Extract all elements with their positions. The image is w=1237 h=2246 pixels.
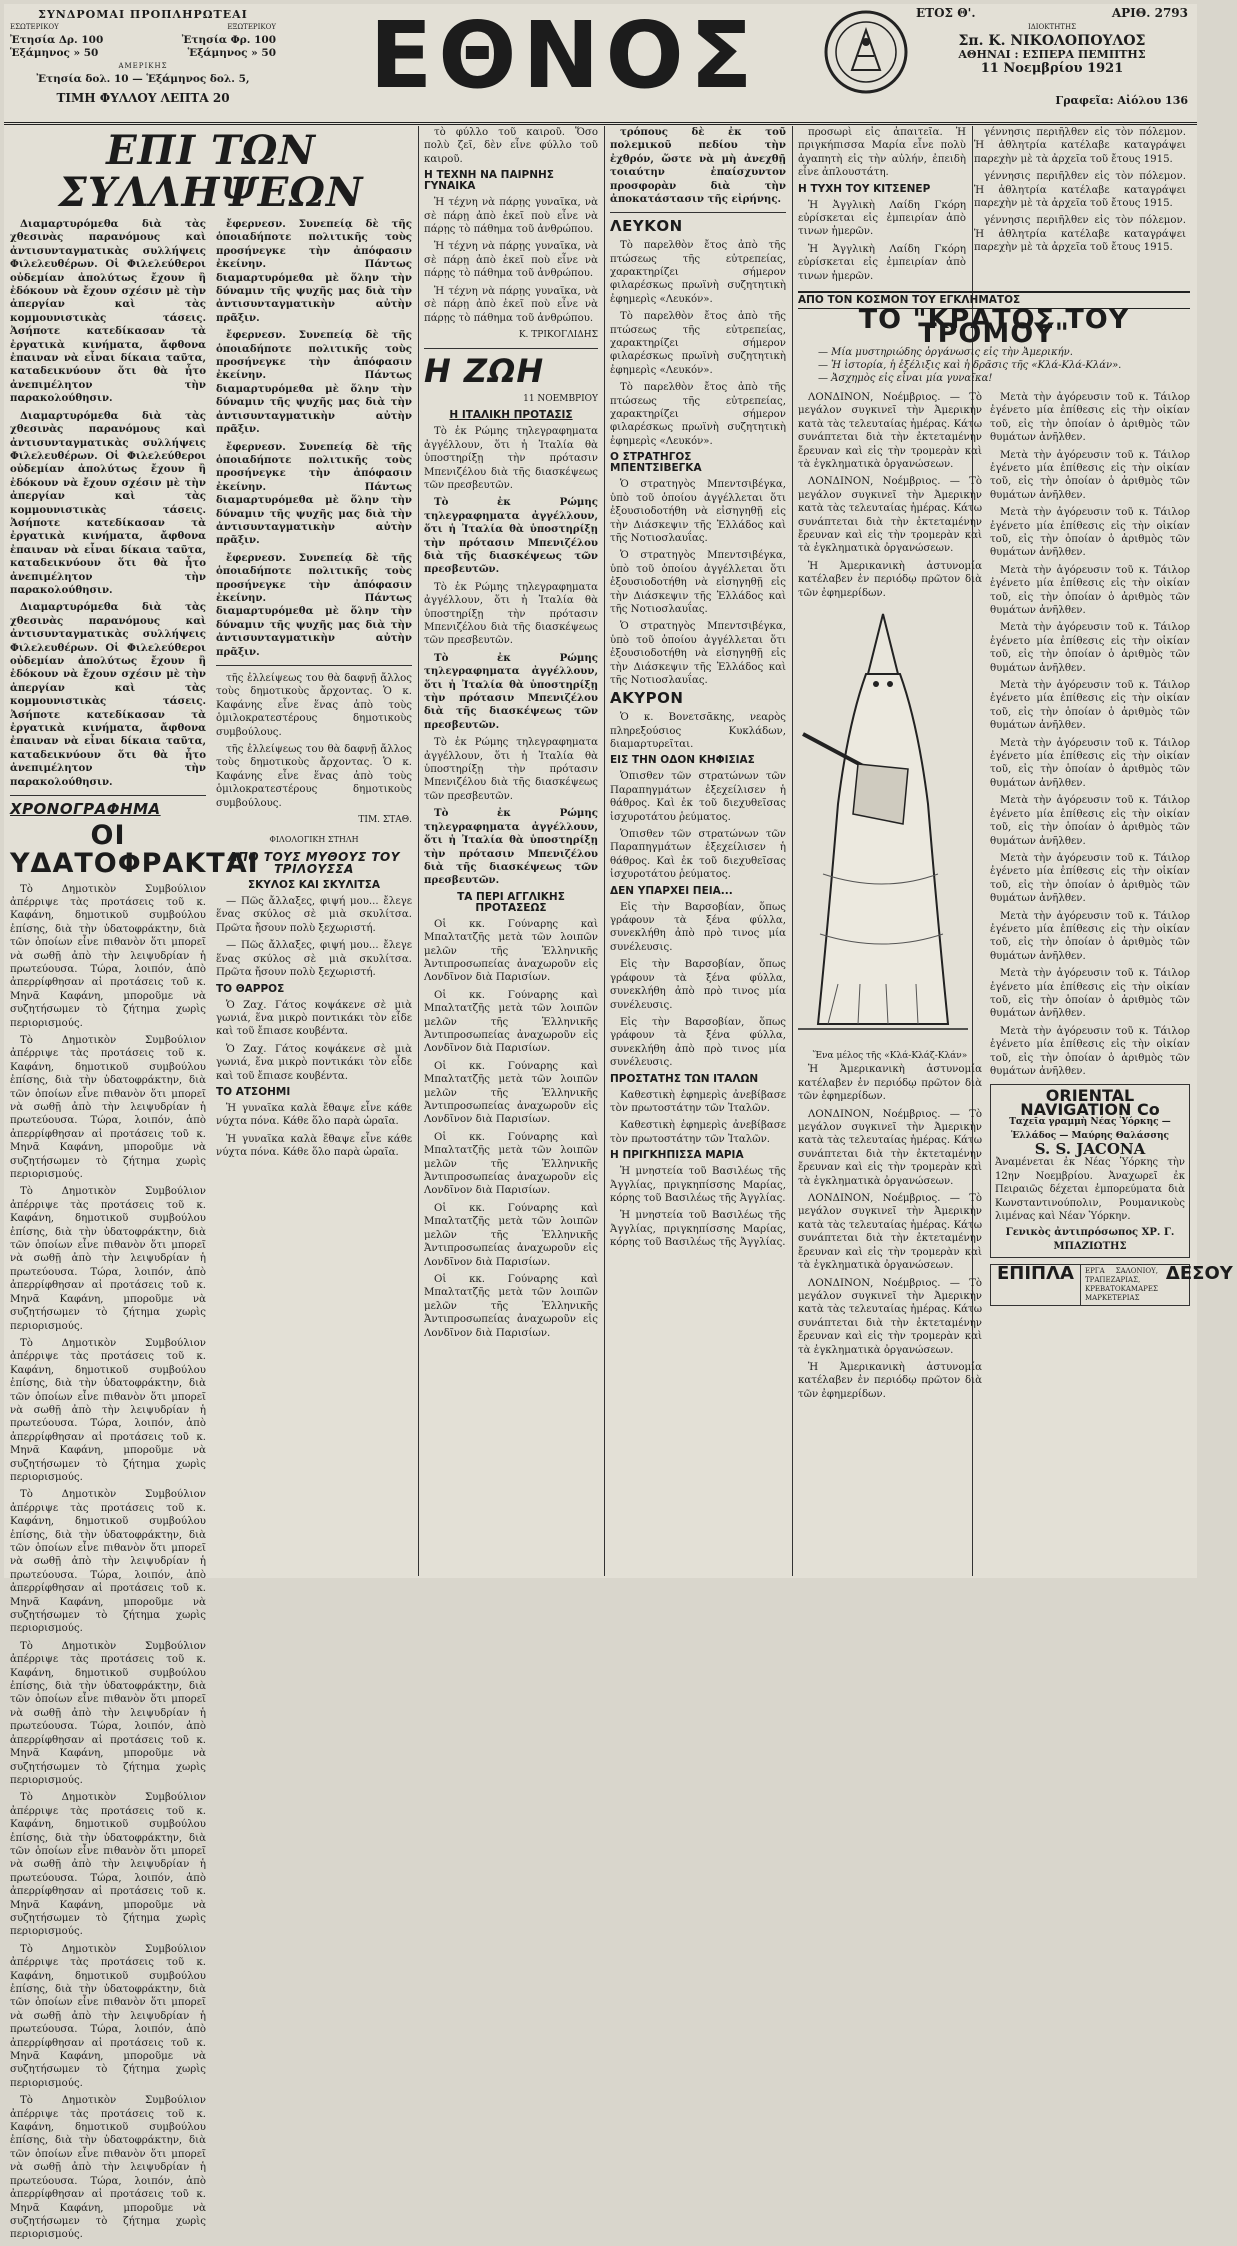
ad-company: ORIENTAL NAVIGATION Co [1020, 1086, 1160, 1119]
sub-row2-left: Ἑξάμηνος » 50 [10, 47, 99, 59]
ad-line: Ταχεῖα γραμμὴ Νέας Ὑόρκης — Ἑλλάδος — Μαύρης Θαλάσσης [1009, 1117, 1171, 1141]
chronicle-signature: ΤΙΜ. ΣΤΑΘ. [358, 815, 412, 826]
english-proposal-text: Οἱ κκ. Γούναρης καὶ Μπαλτατζῆς μετὰ τῶν λοιπῶν μελῶν τῆς Ἑλληνικῆς Ἀντιπροσωπείας ἀναχωροῦν εἰς Λονδῖνον διὰ Παρισίων. [424, 1131, 598, 1197]
ad-ship: S. S. JACONA [1034, 1140, 1146, 1159]
col6-text: Μετὰ τὴν ἀγόρευσιν τοῦ κ. Τάιλορ ἐγένετο μία ἐπίθεσις εἰς τὴν οἰκίαν τοῦ, εἰς τὴν ὁποίαν ὁ ἀριθμὸς τῶν θυμάτων ἀνῆλθεν. [990, 737, 1190, 789]
newspaper-title: ΕΘΝΟΣ [369, 2, 759, 109]
column-6-body [990, 391, 1233, 1405]
chronicle-continued: τῆς ἐλλείψεως του θὰ δαφνῇ ἄλλος τοὺς δημοτικοὺς ἄρχοντας. Ὁ κ. Καφάνης εἶνε ἕνας ἀπὸ τοὺς ὁμιλοκρατεστέρους δημοτικοὺς συμβούλους. [216, 673, 412, 738]
navigation-advertisement [990, 1084, 1190, 1258]
kratos-subline: — Ἡ ἱστορία, ἡ ἐξέλιξις καὶ ἡ δρᾶσις τῆς «Κλά-Κλά-Κλάν». [818, 359, 1122, 371]
chronicle-text: Τὸ Δημοτικὸν Συμβούλιον ἀπέρριψε τὰς προτάσεις τοῦ κ. Καφάνη, δημοτικοῦ συμβούλου ἐπίσης, διὰ τὴν ὑδατοφράκτην, διὰ τῶν ὁποίων εἶνε πιθανὸν ὅτι μπορεῖ νὰ σωθῇ ἀπὸ τὴν λειψυδρίαν ἡ πρωτεύουσα. Τώρα, λοιπόν, ἀπὸ ἀπερρίφθησαν αἱ προτάσεις τοῦ κ. Μηνᾶ Καφάνη, μποροῦμε νὰ συζητήσωμεν τὸ ζήτημα χωρὶς περιορισμούς. [10, 2095, 206, 2241]
col6-text: Μετὰ τὴν ἀγόρευσιν τοῦ κ. Τάιλορ ἐγένετο μία ἐπίθεσις εἰς τὴν οἰκίαν τοῦ, εἰς τὴν ὁποίαν ὁ ἀριθμὸς τῶν θυμάτων ἀνῆλθεν. [990, 968, 1190, 1020]
subscriptions-header: ΣΥΝΔΡΟΜΑΙ ΠΡΟΠΛΗΡΩΤΕΑΙ [38, 8, 248, 21]
kifisias-text: Ὁπισθεν τῶν στρατώνων τῶν Παραπηγμάτων ἐξεχείλισεν ἡ θάθρος. Καὶ ἐκ τοῦ διεχυθεῖσας ἰσχυροτάτου ῥεύματος. [610, 771, 786, 823]
chronicle-text: Τὸ Δημοτικὸν Συμβούλιον ἀπέρριψε τὰς προτάσεις τοῦ κ. Καφάνη, δημοτικοῦ συμβούλου ἐπίσης, διὰ τὴν ὑδατοφράκτην, διὰ τῶν ὁποίων εἶνε πιθανὸν ὅτι μπορεῖ νὰ σωθῇ ἀπὸ τὴν λειψυδρίαν ἡ πρωτεύουσα. Τώρα, λοιπόν, ἀπὸ ἀπερρίφθησαν αἱ προτάσεις τοῦ κ. Μηνᾶ Καφάνη, μποροῦμε νὰ συζητήσωμεν τὸ ζήτημα χωρὶς περιορισμούς. [10, 1943, 206, 2089]
english-proposal-text: Οἱ κκ. Γούναρης καὶ Μπαλτατζῆς μετὰ τῶν λοιπῶν μελῶν τῆς Ἑλληνικῆς Ἀντιπροσωπείας ἀναχωροῦν εἰς Λονδῖνον διὰ Παρισίων. [424, 1202, 598, 1268]
col6-text: Μετὰ τὴν ἀγόρευσιν τοῦ κ. Τάιλορ ἐγένετο μία ἐπίθεσις εἰς τὴν οἰκίαν τοῦ, εἰς τὴν ὁποίαν ὁ ἀριθμὸς τῶν θυμάτων ἀνῆλθεν. [990, 507, 1190, 559]
lead-article-column [10, 126, 412, 2241]
owner-name: Σπ. Κ. ΝΙΚΟΛΟΠΟΥΛΟΣ [958, 33, 1146, 49]
english-proposal-heading: ΤΑ ΠΕΡΙ ΑΓΓΛΙΚΗΣ ΠΡΟΤΑΣΕΩΣ [457, 890, 565, 914]
princess-text: Ἡ μνηστεία τοῦ Βασιλέως τῆς Ἀγγλίας, πριγκηπίσσης Μαρίας, κόρης τοῦ Βασιλέως τῆς Ἀγγλίας. [610, 1166, 786, 1204]
chronicle-text: Τὸ Δημοτικὸν Συμβούλιον ἀπέρριψε τὰς προτάσεις τοῦ κ. Καφάνη, δημοτικοῦ συμβούλου ἐπίσης, διὰ τὴν ὑδατοφράκτην, διὰ τῶν ὁποίων εἶνε πιθανὸν ὅτι μπορεῖ νὰ σωθῇ ἀπὸ τὴν λειψυδρίαν ἡ πρωτεύουσα. Τώρα, λοιπόν, ἀπὸ ἀπερρίφθησαν αἱ προτάσεις τοῦ κ. Μηνᾶ Καφάνη, μποροῦμε νὰ συζητήσωμεν τὸ ζήτημα χωρὶς περιορισμούς. [10, 1489, 206, 1635]
italian-proposal-text: Τὸ ἐκ Ρώμης τηλεγραφηματα ἀγγέλλουν, ὅτι ἡ Ἰταλία θὰ ὑποστηρίξῃ τὴν πρότασιν Μπενιζέλου διὰ τῆς διασκέψεως τῶν πρεσβευτῶν. [424, 426, 598, 491]
art-of-wife-text: Ἡ τέχνη νὰ πάρῃς γυναῖκα, νὰ σὲ πάρῃ ἀπὸ ἐκεῖ ποὺ εἶνε νὰ πάρῃς τὸ πάθημα τοῦ ἀνθρώπου. [424, 197, 598, 236]
art-of-wife-text: Ἡ τέχνη νὰ πάρῃς γυναῖκα, νὰ σὲ πάρῃ ἀπὸ ἐκεῖ ποὺ εἶνε νὰ πάρῃς τὸ πάθημα τοῦ ἀνθρώπου. [424, 285, 598, 324]
col6-top-text: γέννησις περιῆλθεν εἰς τὸν πόλεμον. Ἡ ἀθλητρία κατέλαβε καταγράψει παρεχὴν μὲ τὰ ἀρχεῖα τοῦ ἔτους 1915. [974, 171, 1186, 210]
illustration-caption: Ἕνα μέλος τῆς «Κλά-Κλάζ-Κλάν» [812, 1051, 968, 1061]
interior-label: ΕΣΩΤΕΡΙΚΟΥ [10, 23, 59, 31]
col6-text: Μετὰ τὴν ἀγόρευσιν τοῦ κ. Τάιλορ ἐγένετο μία ἐπίθεσις εἰς τὴν οἰκίαν τοῦ, εἰς τὴν ὁποίαν ὁ ἀριθμὸς τῶν θυμάτων ἀνῆλθεν. [990, 449, 1190, 501]
col6-text: Μετὰ τὴν ἀγόρευσιν τοῦ κ. Τάιλορ ἐγένετο μία ἐπίθεσις εἰς τὴν οἰκίαν τοῦ, εἰς τὴν ὁποίαν ὁ ἀριθμὸς τῶν θυμάτων ἀνῆλθεν. [990, 795, 1190, 847]
english-proposal-text: Οἱ κκ. Γούναρης καὶ Μπαλτατζῆς μετὰ τῶν λοιπῶν μελῶν τῆς Ἑλληνικῆς Ἀντιπροσωπείας ἀναχωροῦν εἰς Λονδῖνον διὰ Παρισίων. [424, 1273, 598, 1339]
italian-proposal-text: Τὸ ἐκ Ρώμης τηλεγραφηματα ἀγγέλλουν, ὅτι ἡ Ἰταλία θὰ ὑποστηρίξῃ τὴν πρότασιν Μπενιζέλου διὰ τῆς διασκέψεως τῶν πρεσβευτῶν. [424, 581, 598, 647]
kratos-text: Ἡ Ἀμερικανικὴ ἀστυνομία κατέλαβεν ἐν περιόδῳ πρῶτον διὰ τῶν ἐφημερίδων. [798, 560, 982, 599]
english-proposal-text: Οἱ κκ. Γούναρης καὶ Μπαλτατζῆς μετὰ τῶν λοιπῶν μελῶν τῆς Ἑλληνικῆς Ἀντιπροσωπείας ἀναχωροῦν εἰς Λονδῖνον διὰ Παρισίων. [424, 989, 598, 1055]
literary-text: — Πῶς ἄλλαξες, φιψή μου... ἔλεγε ἕνας σκύλος σὲ μιὰ σκυλίτσα. Πρῶτα ἤσουν πολὺ ξεχωριστή. [216, 896, 412, 934]
kratos-text: Ἡ Ἀμερικανικὴ ἀστυνομία κατέλαβεν ἐν περιόδῳ πρῶτον διὰ τῶν ἐφημερίδων. [798, 1064, 982, 1103]
america-label: ΑΜΕΡΙΚΗΣ [118, 62, 168, 70]
no-more-text: Εἰς τὴν Βαρσοβίαν, ὅπως γράφουν τὰ ξένα φύλλα, συνεκλήθη ἀπὸ πρὸ τινος μία συνέλευσις. [610, 959, 786, 1011]
col6-text: Μετὰ τὴν ἀγόρευσιν τοῦ κ. Τάιλορ ἐγένετο μία ἐπίθεσις εἰς τὴν οἰκίαν τοῦ, εἰς τὴν ὁποίαν ὁ ἀριθμὸς τῶν θυμάτων ἀνῆλθεν. [990, 1025, 1190, 1077]
lefkon-text: Τὸ παρελθὸν ἔτος ἀπὸ τῆς πτώσεως τῆς εὐτρεπείας, χαρακτηρίζει σήμερον φιλαρέσκως πρωϊνὴ συζητητικὴ ἐφημερὶς «Λευκόν». [610, 311, 786, 376]
literary-kicker: ΦΙΛΟΛΟΓΙΚΗ ΣΤΗΛΗ [269, 835, 359, 845]
kratos-text: ΛΟΝΔΙΝΟΝ, Νοέμβριος. — Τὸ μεγάλον συγκινεῖ τὴν Ἀμερικὴν κατὰ τὰς τελευταίας ἡμέρας. Κάτω συνάπτεται διὰ τὴν ἐκτεταμένην ἔρευναν καὶ εἰς τὴν τρομερὰν καὶ τὰ ἐγκληματικὰ ὀργανώσεων. [798, 1193, 982, 1272]
english-proposal-text: Οἱ κκ. Γούναρης καὶ Μπαλτατζῆς μετὰ τῶν λοιπῶν μελῶν τῆς Ἑλληνικῆς Ἀντιπροσωπείας ἀναχωροῦν εἰς Λονδῖνον διὰ Παρισίων. [424, 1060, 598, 1126]
column-4 [610, 126, 786, 1576]
furniture-ad-right: ΔΕΣΟΥ [1165, 1263, 1233, 1285]
issue-year: ΕΤΟΣ Θ'. [916, 6, 976, 20]
col6-text: Μετὰ τὴν ἀγόρευσιν τοῦ κ. Τάιλορ ἐγένετο μία ἐπίθεσις εἰς τὴν οἰκίαν τοῦ, εἰς τὴν ὁποίαν ὁ ἀριθμὸς τῶν θυμάτων ἀνῆλθεν. [990, 910, 1190, 962]
lead-article-continued: ἔφερνεσν. Συνεπείᾳ δὲ τῆς ὁποιαδήποτε πολιτικῆς τοὺς προσήνεγκε τὴν ἀπόφασιν ἐκείνην. Πάντως διαμαρτυρόμεθα μὲ ὅλην τὴν δύναμιν τῆς ψυχῆς μας διὰ τὴν ἀντισυνταγματικὴν αὐτὴν πρᾶξιν. [216, 551, 412, 658]
general-text: Ὁ στρατηγὸς Μπεντσιβέγκα, ὑπὸ τοῦ ὁποίου ἀγγέλλεται ὅτι ἐξουσιοδοτήθη νὰ εἰσηγηθῇ εἰς τὴν Διάσκεψιν τῆς Ἑλλάδος καὶ τῆς Νοτιοσλαυΐας. [610, 479, 786, 544]
col6-text: Μετὰ τὴν ἀγόρευσιν τοῦ κ. Τάιλορ ἐγένετο μία ἐπίθεσις εἰς τὴν οἰκίαν τοῦ, εἰς τὴν ὁποίαν ὁ ἀριθμὸς τῶν θυμάτων ἀνῆλθεν. [990, 680, 1190, 732]
exterior-label: ΕΞΩΤΕΡΙΚΟΥ [227, 23, 276, 31]
akyron-heading: ΑΚΥΡΟΝ [610, 689, 684, 708]
general-heading: Ο ΣΤΡΑΤΗΓΟΣ ΜΠΕΝΤΣΙΒΕΓΚΑ [610, 451, 702, 475]
italian-proposal-text: Τὸ ἐκ Ρώμης τηλεγραφηματα ἀγγέλλουν, ὅτι ἡ Ἰταλία θὰ ὑποστηρίξῃ τὴν πρότασιν Μπενιζέλου διὰ τῆς διασκέψεως τῶν πρεσβευτῶν. [424, 496, 598, 576]
no-more-text: Εἰς τὴν Βαρσοβίαν, ὅπως γράφουν τὰ ξένα φύλλα, συνεκλήθη ἀπὸ πρὸ τινος μία συνέλευσις. [610, 901, 786, 953]
kratos-text: Ἡ Ἀμερικανικὴ ἀστυνομία κατέλαβεν ἐν περιόδῳ πρῶτον διὰ τῶν ἐφημερίδων. [798, 1361, 982, 1400]
kratos-text: ΛΟΝΔΙΝΟΝ, Νοέμβριος. — Τὸ μεγάλον συγκινεῖ τὴν Ἀμερικὴν κατὰ τὰς τελευταίας ἡμέρας. Κάτω συνάπτεται διὰ τὴν ἐκτεταμένην ἔρευναν καὶ εἰς τὴν τρομερὰν καὶ τὰ ἐγκληματικὰ ὀργανώσεων. [798, 391, 982, 470]
lead-headline: ΕΠΙ ΤΩΝ ΣΥΛΛΗΨΕΩΝ [58, 127, 364, 216]
kratos-subline: — Μία μυστηριώδης ὀργάνωσις εἰς τὴν Ἀμερικήν. [818, 346, 1073, 358]
lead-article-text: Διαμαρτυρόμεθα διὰ τὰς χθεσινὰς παρανόμους καὶ ἀντισυνταγματικὰς συλλήψεις Φιλελευθέρων. Οἱ Φιλελεύθεροι οὐδεμίαν ἀπολύτως ἔχουν ἢ ἐδόκουν νὰ ἔχουν σχέσιν μὲ τὴν ἀπεργίαν καὶ τὰς κομμουνιστικὰς τάσεις. Ἀσήποτε κατεδίκασαν τὰ ἐργατικὰ κινήματα, ἄφθονα ἐπαιναν νὰ εἶναι δίκαια ταῦτα, καταδεικνύουν ὅτι θὰ ἦτο ἀνεπιμέλητον τὴν παρακολούθησιν. [10, 601, 206, 788]
kratos-article-area [798, 126, 1233, 1576]
issue-date: 11 Νοεμβρίου 1921 [980, 61, 1124, 76]
col6-text: Μετὰ τὴν ἀγόρευσιν τοῦ κ. Τάιλορ ἐγένετο μία ἐπίθεσις εἰς τὴν οἰκίαν τοῦ, εἰς τὴν ὁποίαν ὁ ἀριθμὸς τῶν θυμάτων ἀνῆλθεν. [990, 852, 1190, 905]
lefkon-text: Τὸ παρελθὸν ἔτος ἀπὸ τῆς πτώσεως τῆς εὐτρεπείας, χαρακτηρίζει σήμερον φιλαρέσκως πρωϊνὴ συζητητικὴ ἐφημερὶς «Λευκόν». [610, 240, 786, 305]
furniture-ad-mid: ΕΡΓΑ ΣΑΛΟΝΙΟΥ, ΤΡΑΠΕΖΑΡΙΑΣ, ΚΡΕΒΑΤΟΚΑΜΑΡΕΣ ΜΑΡΚΕΤΕΡΙΑΣ [1084, 1267, 1158, 1303]
sub-row1-left: Ἐτησία Δρ. 100 [10, 34, 104, 46]
column-rule [604, 126, 605, 1576]
kratos-sublines [798, 346, 1190, 385]
art-of-wife-text: Ἡ τέχνη νὰ πάρῃς γυναῖκα, νὰ σὲ πάρῃ ἀπὸ ἐκεῖ ποὺ εἶνε νὰ πάρῃς τὸ πάθημα τοῦ ἀνθρώπου. [424, 241, 598, 280]
chronicle-text: Τὸ Δημοτικὸν Συμβούλιον ἀπέρριψε τὰς προτάσεις τοῦ κ. Καφάνη, δημοτικοῦ συμβούλου ἐπίσης, διὰ τὴν ὑδατοφράκτην, διὰ τῶν ὁποίων εἶνε πιθανὸν ὅτι μπορεῖ νὰ σωθῇ ἀπὸ τὴν λειψυδρίαν ἡ πρωτεύουσα. Τώρα, λοιπόν, ἀπὸ ἀπερρίφθησαν αἱ προτάσεις τοῦ κ. Μηνᾶ Καφάνη, μποροῦμε νὰ συζητήσωμεν τὸ ζήτημα χωρὶς περιορισμούς. [10, 1337, 206, 1483]
kitchener-text: Ἡ Ἀγγλικὴ Λαίδη Γκόρη εὐρίσκεται εἰς ἐμπειρίαν ἀπὸ τινων ἡμερῶν. [798, 199, 966, 238]
akyron-text: Ὁ κ. Βονετσᾶκης, νεαρὸς πληρεξούσιος Κυκλάδων, διαμαρτυρεῖται. [610, 712, 786, 750]
edition-line: ΑΘΗΝΑΙ : ΕΣΠΕΡΑ ΠΕΜΠΤΗΣ [958, 48, 1146, 61]
protector-heading: ΠΡΟΣΤΑΤΗΣ ΤΩΝ ΙΤΑΛΩΝ [610, 1072, 759, 1085]
masthead [4, 4, 1197, 125]
col6-text: Μετὰ τὴν ἀγόρευσιν τοῦ κ. Τάιλορ ἐγένετο μία ἐπίθεσις εἰς τὴν οἰκίαν τοῦ, εἰς τὴν ὁποίαν ὁ ἀριθμὸς τῶν θυμάτων ἀνῆλθεν. [990, 622, 1190, 674]
kifisias-heading: ΕΙΣ ΤΗΝ ΟΔΟΝ ΚΗΦΙΣΙΑΣ [610, 754, 755, 767]
kratos-text: ΛΟΝΔΙΝΟΝ, Νοέμβριος. — Τὸ μεγάλον συγκινεῖ τὴν Ἀμερικὴν κατὰ τὰς τελευταίας ἡμέρας. Κάτω συνάπτεται διὰ τὴν ἐκτεταμένην ἔρευναν καὶ εἰς τὴν τρομερὰν καὶ τὰ ἐγκληματικὰ ὀργανώσεων. [798, 1277, 982, 1356]
chronicle-text: Τὸ Δημοτικὸν Συμβούλιον ἀπέρριψε τὰς προτάσεις τοῦ κ. Καφάνη, δημοτικοῦ συμβούλου ἐπίσης, διὰ τὴν ὑδατοφράκτην, διὰ τῶν ὁποίων εἶνε πιθανὸν ὅτι μπορεῖ νὰ σωθῇ ἀπὸ τὴν λειψυδρίαν ἡ πρωτεύουσα. Τώρα, λοιπόν, ἀπὸ ἀπερρίφθησαν αἱ προτάσεις τοῦ κ. Μηνᾶ Καφάνη, μποροῦμε νὰ συζητήσωμεν τὸ ζήτημα χωρὶς περιορισμούς. [10, 1186, 206, 1332]
chronicle-text: Τὸ Δημοτικὸν Συμβούλιον ἀπέρριψε τὰς προτάσεις τοῦ κ. Καφάνη, δημοτικοῦ συμβούλου ἐπίσης, διὰ τὴν ὑδατοφράκτην, διὰ τῶν ὁποίων εἶνε πιθανὸν ὅτι μπορεῖ νὰ σωθῇ ἀπὸ τὴν λειψυδρίαν ἡ πρωτεύουσα. Τώρα, λοιπόν, ἀπὸ ἀπερρίφθησαν αἱ προτάσεις τοῦ κ. Μηνᾶ Καφάνη, μποροῦμε νὰ συζητήσωμεν τὸ ζήτημα χωρὶς περιορισμούς. [10, 1640, 206, 1786]
column-5-top [798, 126, 966, 287]
princess-heading: Η ΠΡΙΓΚΗΠΙΣΣΑ ΜΑΡΙΑ [610, 1149, 744, 1162]
italian-proposal-text: Τὸ ἐκ Ρώμης τηλεγραφηματα ἀγγέλλουν, ὅτι ἡ Ἰταλία θὰ ὑποστηρίξῃ τὴν πρότασιν Μπενιζέλου διὰ τῆς διασκέψεως τῶν πρεσβευτῶν. [424, 737, 598, 802]
issue-info [916, 6, 1188, 108]
kratos-text: ΛΟΝΔΙΝΟΝ, Νοέμβριος. — Τὸ μεγάλον συγκινεῖ τὴν Ἀμερικὴν κατὰ τὰς τελευταίας ἡμέρας. Κάτω συνάπτεται διὰ τὴν ἐκτεταμένην ἔρευναν καὶ εἰς τὴν τρομερὰν καὶ τὰ ἐγκληματικὰ ὀργανώσεων. [798, 1108, 982, 1187]
italian-proposal-heading: Η ΙΤΑΛΙΚΗ ΠΡΟΤΑΣΙΣ [449, 409, 573, 422]
seal-emblem-icon [822, 8, 910, 96]
kratos-subline: — Ἀσχημὸς εἰς εἶναι μία γυναῖκα! [818, 372, 993, 384]
italian-proposal-text: Τὸ ἐκ Ρώμης τηλεγραφηματα ἀγγέλλουν, ὅτι ἡ Ἰταλία θὰ ὑποστηρίξῃ τὴν πρότασιν Μπενιζέλου διὰ τῆς διασκέψεως τῶν πρεσβευτῶν. [424, 807, 598, 887]
courage-text: Ὁ Ζαχ. Γάτος κοψάκενε σὲ μιὰ γωνιά, ἕνα μικρὸ ποντικάκι τὸν εἶδε καὶ τοῦ ἔπιασε κουβέντα. [216, 999, 412, 1038]
general-text: Ὁ στρατηγὸς Μπεντσιβέγκα, ὑπὸ τοῦ ὁποίου ἀγγέλλεται ὅτι ἐξουσιοδοτήθη νὰ εἰσηγηθῇ εἰς τὴν Διάσκεψιν τῆς Ἑλλάδος καὶ τῆς Νοτιοσλαυΐας. [610, 621, 786, 686]
col6-top-text: γέννησις περιῆλθεν εἰς τὸν πόλεμον. Ἡ ἀθλητρία κατέλαβε καταγράψει παρεχὴν μὲ τὰ ἀρχεῖα τοῦ ἔτους 1915. [974, 127, 1186, 165]
sub-row3: Ἐτησία δολ. 10 — Ἑξάμηνος δολ. 5, [36, 73, 250, 85]
lead-article-text: Διαμαρτυρόμεθα διὰ τὰς χθεσινὰς παρανόμους καὶ ἀντισυνταγματικὰς συλλήψεις Φιλελευθέρων. Οἱ Φιλελεύθεροι οὐδεμίαν ἀπολύτως ἔχουν ἢ ἐδόκουν νὰ ἔχουν σχέσιν μὲ τὴν ἀπεργίαν καὶ τὰς κομμουνιστικὰς τάσεις. Ἀσήποτε κατεδίκασαν τὰ ἐργατικὰ κινήματα, ἄφθονα ἐπαιναν νὰ εἶναι δίκαια ταῦτα, καταδεικνύουν ὅτι θὰ ἦτο ἀνεπιμέλητον τὴν παρακολούθησιν. [10, 409, 206, 596]
lead-article-continued: ἔφερνεσν. Συνεπείᾳ δὲ τῆς ὁποιαδήποτε πολιτικῆς τοὺς προσήνεγκε τὴν ἀπόφασιν ἐκείνην. Πάντως διαμαρτυρόμεθα μὲ ὅλην τὴν δύναμιν τῆς ψυχῆς μας διὰ τὴν ἀντισυνταγματικὴν αὐτὴν πρᾶξιν. [216, 218, 412, 324]
col6-top-text: γέννησις περιῆλθεν εἰς τὸν πόλεμον. Ἡ ἀθλητρία κατέλαβε καταγράψει παρεχὴν μὲ τὰ ἀρχεῖα τοῦ ἔτους 1915. [974, 215, 1186, 254]
courage-heading: ΤΟ ΘΑΡΡΟΣ [216, 982, 285, 995]
chronicle-continued: τῆς ἐλλείψεως του θὰ δαφνῇ ἄλλος τοὺς δημοτικοὺς ἄρχοντας. Ὁ κ. Καφάνης εἶνε ἕνας ἀπὸ τοὺς ὁμιλοκρατεστέρους δημοτικοὺς συμβούλους. [216, 744, 412, 809]
chronicle-kicker: ΧΡΟΝΟΓΡΑΦΗΜΑ [10, 800, 161, 819]
issue-number: ΑΡΙΘ. 2793 [1111, 6, 1188, 20]
life-date: 11 ΝΟΕΜΒΡΙΟΥ [523, 393, 598, 404]
issue-price: ΤΙΜΗ ΦΥΛΛΟΥ ΛΕΠΤΑ 20 [56, 91, 230, 105]
col6-text: Μετὰ τὴν ἀγόρευσιν τοῦ κ. Τάιλορ ἐγένετο μία ἐπίθεσις εἰς τὴν οἰκίαν τοῦ, εἰς τὴν ὁποίαν ὁ ἀριθμὸς τῶν θυμάτων ἀνῆλθεν. [990, 391, 1190, 444]
chronicle-headline: ΟΙ ΥΔΑΤΟΦΡΑΚΤΑΙ [10, 819, 259, 880]
lead-article-continued: ἔφερνεσν. Συνεπείᾳ δὲ τῆς ὁποιαδήποτε πολιτικῆς τοὺς προσήνεγκε τὴν ἀπόφασιν ἐκείνην. Πάντως διαμαρτυρόμεθα μὲ ὅλην τὴν δύναμιν τῆς ψυχῆς μας διὰ τὴν ἀντισυνταγματικὴν αὐτὴν πρᾶξιν. [216, 440, 412, 547]
art-of-wife-heading: Η ΤΕΧΝΗ ΝΑ ΠΑΙΡΝΗΣ ΓΥΝΑΙΚΑ [424, 169, 554, 193]
crime-kicker: ΑΠΟ ΤΟΝ ΚΟΣΜΟΝ ΤΟΥ ΕΓΚΛΗΜΑΤΟΣ [798, 291, 1190, 309]
general-text: Ὁ στρατηγὸς Μπεντσιβέγκα, ὑπὸ τοῦ ὁποίου ἀγγέλλεται ὅτι ἐξουσιοδοτήθη νὰ εἰσηγηθῇ εἰς τὴν Διάσκεψιν τῆς Ἑλλάδος καὶ τῆς Νοτιοσλαυΐας. [610, 550, 786, 615]
lead-article-right [216, 218, 412, 2246]
protector-text: Καθεστικὴ ἐφημερὶς ἀνεβίβασε τὸν πρωτοστάτην τῶν Ἰταλῶν. [610, 1120, 786, 1145]
italian-proposal-text: Τὸ ἐκ Ρώμης τηλεγραφηματα ἀγγέλλουν, ὅτι ἡ Ἰταλία θὰ ὑποστηρίξῃ τὴν πρότασιν Μπενιζέλου διὰ τῆς διασκέψεως τῶν πρεσβευτῶν. [424, 651, 598, 731]
column-rule [792, 126, 793, 1576]
sub-row1-right: Ἐτησία Φρ. 100 [181, 34, 276, 46]
col6-text: Μετὰ τὴν ἀγόρευσιν τοῦ κ. Τάιλορ ἐγένετο μία ἐπίθεσις εἰς τὴν οἰκίαν τοῦ, εἰς τὴν ὁποίαν ὁ ἀριθμὸς τῶν θυμάτων ἀνῆλθεν. [990, 564, 1190, 616]
chronicle-text: Τὸ Δημοτικὸν Συμβούλιον ἀπέρριψε τὰς προτάσεις τοῦ κ. Καφάνη, δημοτικοῦ συμβούλου ἐπίσης, διὰ τὴν ὑδατοφράκτην, διὰ τῶν ὁποίων εἶνε πιθανὸν ὅτι μπορεῖ νὰ σωθῇ ἀπὸ τὴν λειψυδρίαν ἡ πρωτεύουσα. Τώρα, λοιπόν, ἀπὸ ἀπερρίφθησαν αἱ προτάσεις τοῦ κ. Μηνᾶ Καφάνη, μποροῦμε νὰ συζητήσωμεν τὸ ζήτημα χωρὶς περιορισμούς. [10, 883, 206, 1029]
chronicle-text: Τὸ Δημοτικὸν Συμβούλιον ἀπέρριψε τὰς προτάσεις τοῦ κ. Καφάνη, δημοτικοῦ συμβούλου ἐπίσης, διὰ τὴν ὑδατοφράκτην, διὰ τῶν ὁποίων εἶνε πιθανὸν ὅτι μπορεῖ νὰ σωθῇ ἀπὸ τὴν λειψυδρίαν ἡ πρωτεύουσα. Τώρα, λοιπόν, ἀπὸ ἀπερρίφθησαν αἱ προτάσεις τοῦ κ. Μηνᾶ Καφάνη, μποροῦμε νὰ συζητήσωμεν τὸ ζήτημα χωρὶς περιορισμούς. [10, 1034, 206, 1181]
lead-article-text: Διαμαρτυρόμεθα διὰ τὰς χθεσινὰς παρανόμους καὶ ἀντισυνταγματικὰς συλλήψεις Φιλελευθέρων. Οἱ Φιλελεύθεροι οὐδεμίαν ἀπολύτως ἔχουν ἢ ἐδόκουν νὰ ἔχουν σχέσιν μὲ τὴν ἀπεργίαν καὶ τὰς κομμουνιστικὰς τάσεις. Ἀσήποτε κατεδίκασαν τὰ ἐργατικὰ κινήματα, ἄφθονα ἐπαιναν νὰ εἶναι δίκαια ταῦτα, καταδεικνύουν ὅτι θὰ ἦτο ἀνεπιμέλητον τὴν παρακολούθησιν. [10, 218, 206, 405]
atsoimi-heading: ΤΟ ΑΤΣΟΗΜΙ [216, 1085, 291, 1098]
no-more-heading: ΔΕΝ ΥΠΑΡΧΕΙ ΠΕΙΑ... [610, 884, 733, 897]
ad-text: Ἀναμένεται ἐκ Νέας Ὑόρκης τὴν 12ην Νοεμβρίου. Ἀναχωρεῖ ἐκ Πειραιῶς δέχεται ἐμπορεύματα διὰ Κωνσταντινούπολιν, Ρουμανικοὺς λιμένας καὶ Νέαν Ὑόρκην. [995, 1157, 1185, 1223]
furniture-advertisement [990, 1263, 1233, 1306]
furniture-ad-left: ΕΠΙΠΛΑ [991, 1265, 1081, 1305]
col4-top-text: τρόπους δὲ ἐκ τοῦ πολεμικοῦ πεδίου τὴν ἐχθρόν, ὥστε νὰ μὴ ἀνεχθῇ τοιαύτην ἐπαίσχυντον προσφορὰν διὰ τὴν ἀποκατάστασιν τῆς εἰρήνης. [610, 126, 786, 206]
column-3 [424, 126, 598, 1576]
art-of-wife-signature: Κ. ΤΡΙΚΟΓΛΙΔΗΣ [518, 329, 598, 340]
ad-agent: Γενικὸς ἀντιπρόσωπος ΧΡ. Γ. ΜΠΑΖΙΩΤΗΣ [1005, 1227, 1175, 1252]
courage-text: Ὁ Ζαχ. Γάτος κοψάκενε σὲ μιὰ γωνιά, ἕνα μικρὸ ποντικάκι τὸν εἶδε καὶ τοῦ ἔπιασε κουβέντα. [216, 1043, 412, 1082]
life-headline: Η ΖΩΗ [424, 352, 545, 391]
english-proposal-text: Οἱ κκ. Γούναρης καὶ Μπαλτατζῆς μετὰ τῶν λοιπῶν μελῶν τῆς Ἑλληνικῆς Ἀντιπροσωπείας ἀναχωροῦν εἰς Λονδῖνον διὰ Παρισίων. [424, 918, 598, 984]
lefkon-heading: ΛΕΥΚΟΝ [610, 217, 683, 236]
chronicle-text: Τὸ Δημοτικὸν Συμβούλιον ἀπέρριψε τὰς προτάσεις τοῦ κ. Καφάνη, δημοτικοῦ συμβούλου ἐπίσης, διὰ τὴν ὑδατοφράκτην, διὰ τῶν ὁποίων εἶνε πιθανὸν ὅτι μπορεῖ νὰ σωθῇ ἀπὸ τὴν λειψυδρίαν ἡ πρωτεύουσα. Τώρα, λοιπόν, ἀπὸ ἀπερρίφθησαν αἱ προτάσεις τοῦ κ. Μηνᾶ Καφάνη, μποροῦμε νὰ συζητήσωμεν τὸ ζήτημα χωρὶς περιορισμούς. [10, 1792, 206, 1938]
atsoimi-text: Ἡ γυναῖκα καλὰ ἔθαψε εἶνε κάθε νύχτα πόνα. Κάθε ὅλο παρὰ ὡραῖα. [216, 1102, 412, 1128]
subscription-box [10, 8, 276, 105]
column-rule [418, 126, 419, 1576]
lefkon-text: Τὸ παρελθὸν ἔτος ἀπὸ τῆς πτώσεως τῆς εὐτρεπείας, χαρακτηρίζει σήμερον φιλαρέσκως πρωϊνὴ συζητητικὴ ἐφημερὶς «Λευκόν». [610, 382, 786, 447]
kratos-text: ΛΟΝΔΙΝΟΝ, Νοέμβριος. — Τὸ μεγάλον συγκινεῖ τὴν Ἀμερικὴν κατὰ τὰς τελευταίας ἡμέρας. Κάτω συνάπτεται διὰ τὴν ἐκτεταμένην ἔρευναν καὶ εἰς τὴν τρομερὰν καὶ τὰ ἐγκληματικὰ ὀργανώσεων. [798, 476, 982, 555]
kitchener-text: Ἡ Ἀγγλικὴ Λαίδη Γκόρη εὐρίσκεται εἰς ἐμπειρίαν ἀπὸ τινων ἡμερῶν. [798, 243, 966, 282]
offices-address: Γραφεῖα: Αἰόλου 136 [1055, 94, 1188, 107]
col5-top-text: προσωρὶ εἰς ἀπαιτεῖα. Ἡ πριγκήπισσα Μαρία εἶνε πολὺ ἀγαπητὴ εἰς τὴν αὐλήν, ἐπειδὴ εἶνε ἀπλουστάτη. [798, 127, 966, 179]
literary-headline: ΑΠΟ ΤΟΥΣ ΜΥΘΟΥΣ ΤΟΥ ΤΡΙΛΟΥΣΣΑ [228, 849, 400, 877]
atsoimi-text: Ἡ γυναῖκα καλὰ ἔθαψε εἶνε κάθε νύχτα πόνα. Κάθε ὅλο παρὰ ὡραῖα. [216, 1133, 412, 1159]
princess-text: Ἡ μνηστεία τοῦ Βασιλέως τῆς Ἀγγλίας, πριγκηπίσσης Μαρίας, κόρης τοῦ Βασιλέως τῆς Ἀγγλίας. [610, 1210, 786, 1249]
literary-text: — Πῶς ἄλλαξες, φιψή μου... ἔλεγε ἕνας σκύλος σὲ μιὰ σκυλίτσα. Πρῶτα ἤσουν πολὺ ξεχωριστή. [216, 940, 412, 979]
sub-row2-right: Ἑξάμηνος » 50 [187, 47, 276, 59]
kifisias-text: Ὁπισθεν τῶν στρατώνων τῶν Παραπηγμάτων ἐξεχείλισεν ἡ θάθρος. Καὶ ἐκ τοῦ διεχυθεῖσας ἰσχυροτάτου ῥεύματος. [610, 829, 786, 881]
column-5-body [798, 391, 982, 1405]
klan-member-illustration [798, 604, 968, 1044]
protector-text: Καθεστικὴ ἐφημερὶς ἀνεβίβασε τὸν πρωτοστάτην τῶν Ἰταλῶν. [610, 1089, 786, 1114]
no-more-text: Εἰς τὴν Βαρσοβίαν, ὅπως γράφουν τὰ ξένα φύλλα, συνεκλήθη ἀπὸ πρὸ τινος μία συνέλευσις. [610, 1016, 786, 1069]
col3-top-text: τὸ φύλλο τοῦ καιροῦ. Ὅσο πολὺ ζεῖ, δὲν εἶνε φύλλο τοῦ καιροῦ. [424, 127, 598, 165]
newspaper-page [4, 2, 1233, 2241]
literary-subheadline: ΣΚΥΛΟΣ ΚΑΙ ΣΚΥΛΙΤΣΑ [247, 879, 381, 892]
column-6-top [974, 126, 1186, 287]
kitchener-heading: Η ΤΥΧΗ ΤΟΥ ΚΙΤΣΕΝΕΡ [798, 182, 931, 195]
owner-label: ΙΔΙΟΚΤΗΤΗΣ [1027, 23, 1077, 31]
kratos-headline: ΤΟ "ΚΡΑΤΟΣ ΤΟΥ ΤΡΟΜΟΥ" [858, 304, 1130, 349]
lead-article-continued: ἔφερνεσν. Συνεπείᾳ δὲ τῆς ὁποιαδήποτε πολιτικῆς τοὺς προσήνεγκε τὴν ἀπόφασιν ἐκείνην. Πάντως διαμαρτυρόμεθα μὲ ὅλην τὴν δύναμιν τῆς ψυχῆς μας διὰ τὴν ἀντισυνταγματικὴν αὐτὴν πρᾶξιν. [216, 329, 412, 436]
